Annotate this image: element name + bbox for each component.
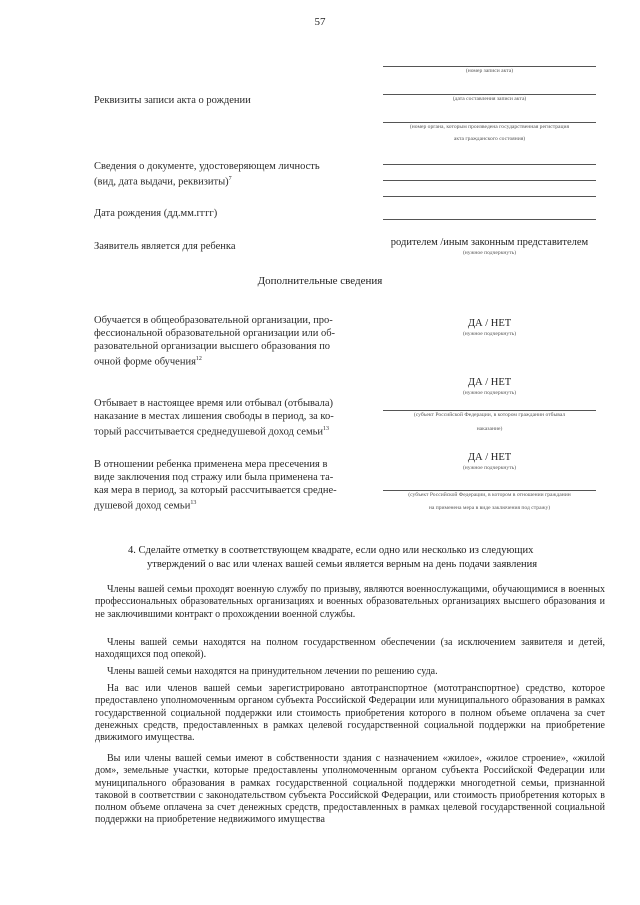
q-study-footnote: 12 <box>195 356 202 362</box>
q-custody-footnote: 13 <box>190 500 197 506</box>
section4-item-treatment-text: Члены вашей семьи находятся на принудительном лечении по решению суда. <box>107 666 438 677</box>
q-study-hint: (нужное подчеркнуть) <box>462 331 517 337</box>
q-custody-subject-hint: (субъект Российской Федерации, в котором в отношении гражданин <box>408 492 571 498</box>
identity-line-2 <box>383 180 596 181</box>
applicant-hint: (нужное подчеркнуть) <box>462 250 517 256</box>
identity-label-2-text: (вид, дата выдачи, реквизиты) <box>94 176 229 188</box>
birthdate-line <box>383 219 596 220</box>
q-custody-line: В отношении ребенка применена мера пресечения в <box>94 459 328 470</box>
q-study-line: фессиональной образовательной организации или об- <box>94 328 336 339</box>
q-prison-footnote: 13 <box>323 426 330 432</box>
identity-label-1: Сведения о документе, удостоверяющем личность <box>94 161 320 172</box>
q-prison-subject-hint: (субъект Российской Федерации, в котором гражданин отбывал <box>413 412 566 418</box>
q-prison-line: наказание в местах лишения свободы в период, за ко- <box>94 411 334 422</box>
record-number-line <box>383 66 596 67</box>
q-custody-hint: (нужное подчеркнуть) <box>462 465 517 471</box>
section4-item-vehicle-text: На вас или членов вашей семьи зарегистрировано автотранспортное (мототранспортное) средство, которое предоставлено уполномоченным органом субъекта Российской Федерации или муниципального образования в рамках государственной социальной поддержки или стоимость приобретения которого в полном объеме оплачена за счет денежных средств, предоставленных в рамках целевой государственной социальной поддержки на приобретение движимого имущества. <box>95 683 605 744</box>
record-authority-hint-1: (номер органа, которым произведена государственная регистрация <box>409 124 570 130</box>
q-prison-subject-line <box>383 410 596 411</box>
q-custody-line: виде заключения под стражу или была применена та- <box>94 472 334 483</box>
q-custody-line: кая мера в период, за который рассчитывается средне- <box>94 485 337 496</box>
q-custody-subject-line <box>383 490 596 491</box>
section4-item-military-text: Члены вашей семьи проходят военную службу по призыву, являются военнослужащими, обучающимися в военных профессиональных образовательных организациях и военных образовательных организациях высшего образования и не заключившими контракт о прохождении военной службы. <box>95 584 605 620</box>
section4-item-property[interactable] <box>95 743 605 837</box>
q-custody-answer[interactable]: ДА / НЕТ <box>467 452 512 463</box>
q-study-answer[interactable]: ДА / НЕТ <box>467 318 512 329</box>
section4-intro-2: утверждений о вас или членах вашей семьи является верным на день подачи заявления <box>147 559 538 570</box>
q-custody-line <box>94 497 374 513</box>
q-prison-line <box>94 423 374 439</box>
identity-label-2 <box>94 173 232 189</box>
q-prison-line-text: торый рассчитывается среднедушевой доход семьи <box>94 426 324 438</box>
q-prison-answer[interactable]: ДА / НЕТ <box>467 377 512 388</box>
record-authority-line <box>383 122 596 123</box>
record-authority-hint-2: акта гражданского состояния) <box>453 136 526 142</box>
additional-title: Дополнительные сведения <box>257 275 383 287</box>
q-prison-subject-hint-2: наказание) <box>476 426 503 432</box>
section4-item-state-support-text: Члены вашей семьи находятся на полном государственном обеспечении (за исключением заявителя и детей, находящихся под опекой). <box>95 637 605 661</box>
section4-item-military[interactable] <box>95 574 605 631</box>
record-date-hint: (дата составления записи акта) <box>452 96 527 102</box>
q-prison-hint: (нужное подчеркнуть) <box>462 390 517 396</box>
q-study-line-text: очной форме обучения <box>94 356 196 368</box>
birthdate-label: Дата рождения (дд.мм.гггг) <box>94 208 218 219</box>
q-custody-line-text: душевой доход семьи <box>94 500 191 512</box>
identity-footnote: 7 <box>228 176 232 182</box>
record-number-hint: (номер записи акта) <box>465 68 514 74</box>
q-study-line: разовательной организации высшего образования по <box>94 341 331 352</box>
q-custody-text <box>94 458 374 513</box>
applicant-value: родителем /иным законным представителем <box>390 237 589 248</box>
q-study-line <box>94 353 374 369</box>
q-study-line: Обучается в общеобразовательной организации, про- <box>94 315 333 326</box>
identity-line-1 <box>383 164 596 165</box>
section4-intro-1: 4. Сделайте отметку в соответствующем квадрате, если одно или несколько из следующих <box>128 545 534 556</box>
page-number: 57 <box>314 16 326 28</box>
identity-line-3 <box>383 196 596 197</box>
q-study-text <box>94 314 374 369</box>
q-prison-text <box>94 397 374 439</box>
q-prison-line: Отбывает в настоящее время или отбывал (отбывала) <box>94 398 333 409</box>
applicant-label: Заявитель является для ребенка <box>94 241 236 252</box>
record-date-line <box>383 94 596 95</box>
section4-item-property-text: Вы или члены вашей семьи имеют в собственности здания с назначением «жилое», «жилое строение», «жилой дом», земельные участки, которые предоставлены уполномоченным органом субъекта Российской Федерации или муниципального образования в рамках государственной социальной поддержки многодетной семьи, признанной таковой в соответствии с законодательством субъекта Российской Федерации, или стоимость приобретения которых в полном объеме оплачена за счет денежных средств, предоставленных в рамках целевой государственной социальной поддержки на приобретение недвижимого имущества <box>95 753 605 826</box>
record-label: Реквизиты записи акта о рождении <box>94 95 251 106</box>
q-custody-subject-hint-2: на применена мера в виде заключения под стражу) <box>428 505 551 511</box>
